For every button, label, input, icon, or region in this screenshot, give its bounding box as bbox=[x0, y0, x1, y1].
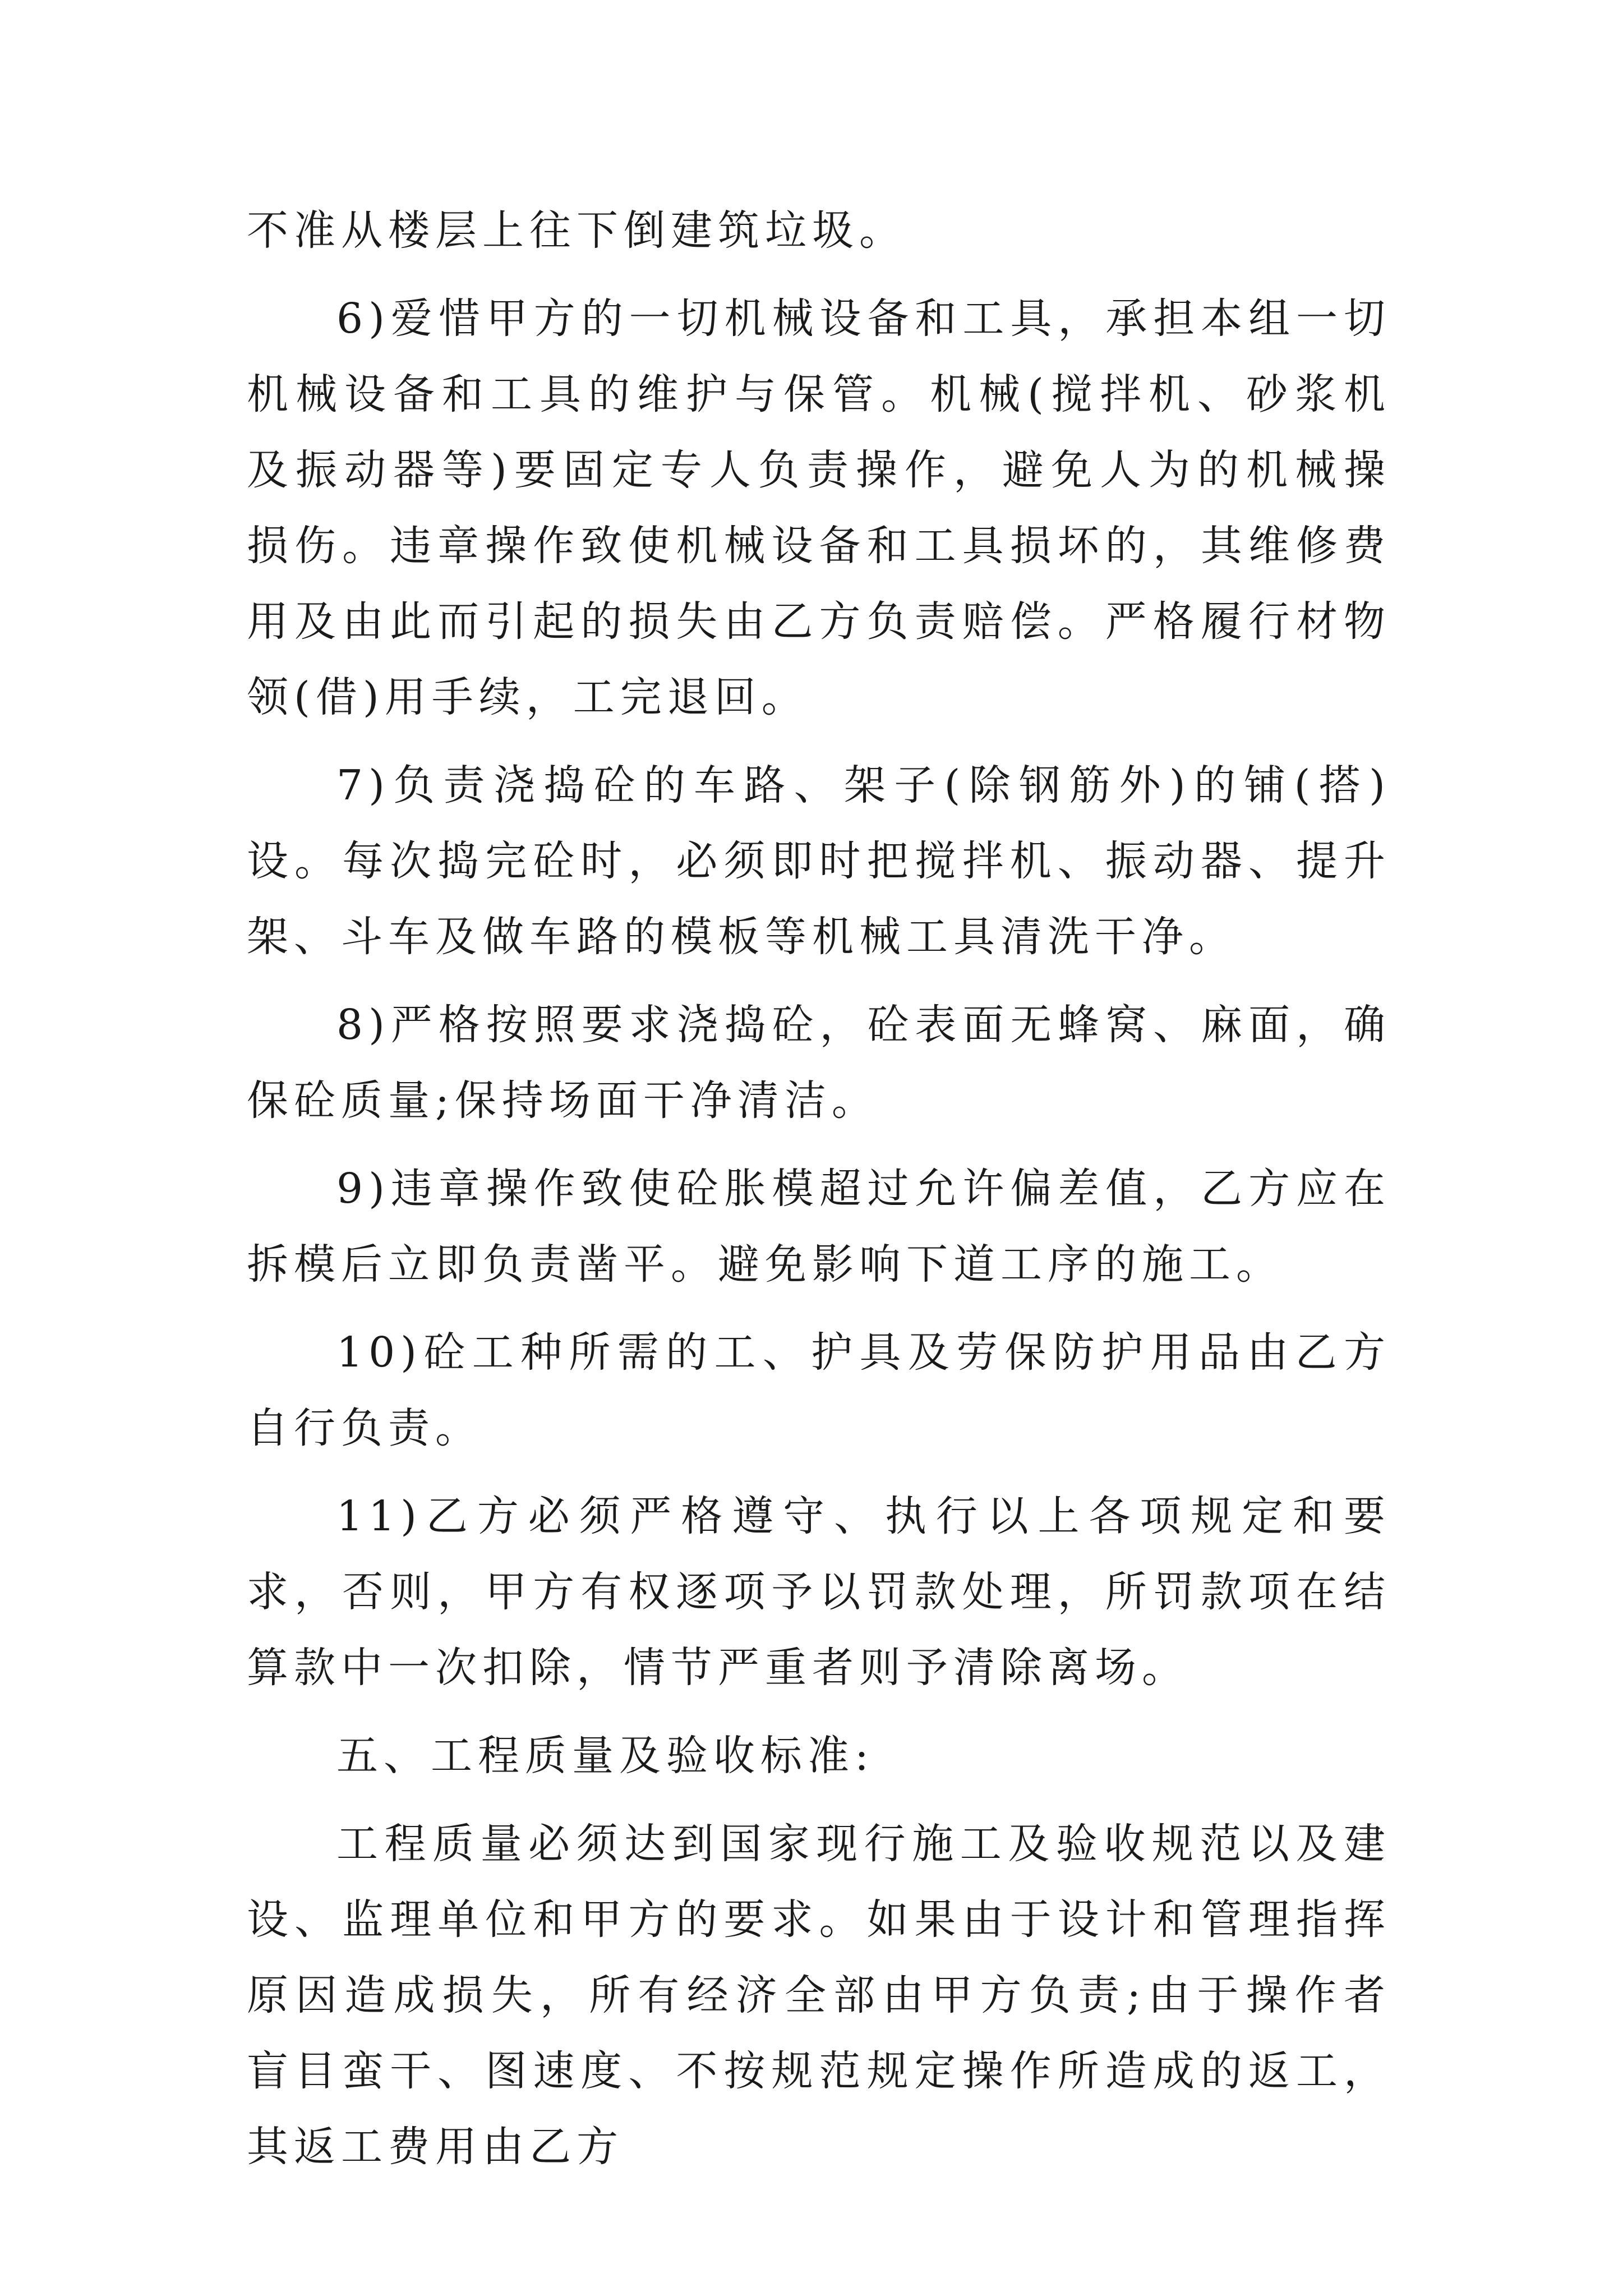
paragraph-item-7: 7)负责浇捣砼的车路、架子(除钢筋外)的铺(搭)设。每次捣完砼时，必须即时把搅拌机、振动器、提升架、斗车及做车路的模板等机械工具清洗干净。 bbox=[247, 761, 1391, 961]
section-heading-quality: 五、工程质量及验收标准: bbox=[336, 1732, 874, 1780]
document-body bbox=[247, 193, 1391, 2197]
paragraph-quality-standard: 工程质量必须达到国家现行施工及验收规范以及建设、监理单位和甲方的要求。如果由于设计和管理指挥原因造成损失，所有经济全部由甲方负责;由于操作者盲目蛮干、图速度、不按规范规定操作所造成的返工，其返工费用由乙方 bbox=[247, 1820, 1391, 2171]
paragraph-continuation: 不准从楼层上往下倒建筑垃圾。 bbox=[247, 206, 906, 255]
paragraph-item-11: 11)乙方必须严格遵守、执行以上各项规定和要求，否则，甲方有权逐项予以罚款处理，所罚款项在结算款中一次扣除，情节严重者则予清除离场。 bbox=[247, 1492, 1391, 1692]
paragraph-item-8: 8)严格按照要求浇捣砼，砼表面无蜂窝、麻面，确保砼质量;保持场面干净清洁。 bbox=[247, 1001, 1391, 1125]
paragraph-item-9: 9)违章操作致使砼胀模超过允许偏差值，乙方应在拆模后立即负责凿平。避免影响下道工序的施工。 bbox=[247, 1165, 1391, 1289]
paragraph-item-6: 6)爱惜甲方的一切机械设备和工具，承担本组一切机械设备和工具的维护与保管。机械(搅拌机、砂浆机及振动器等)要固定专人负责操作，避免人为的机械操损伤。违章操作致使机械设备和工具损坏的，其维修费用及由此而引起的损失由乙方负责赔偿。严格履行材物领(借)用手续，工完退回。 bbox=[247, 295, 1391, 721]
paragraph-item-10: 10)砼工种所需的工、护具及劳保防护用品由乙方自行负责。 bbox=[247, 1328, 1391, 1452]
